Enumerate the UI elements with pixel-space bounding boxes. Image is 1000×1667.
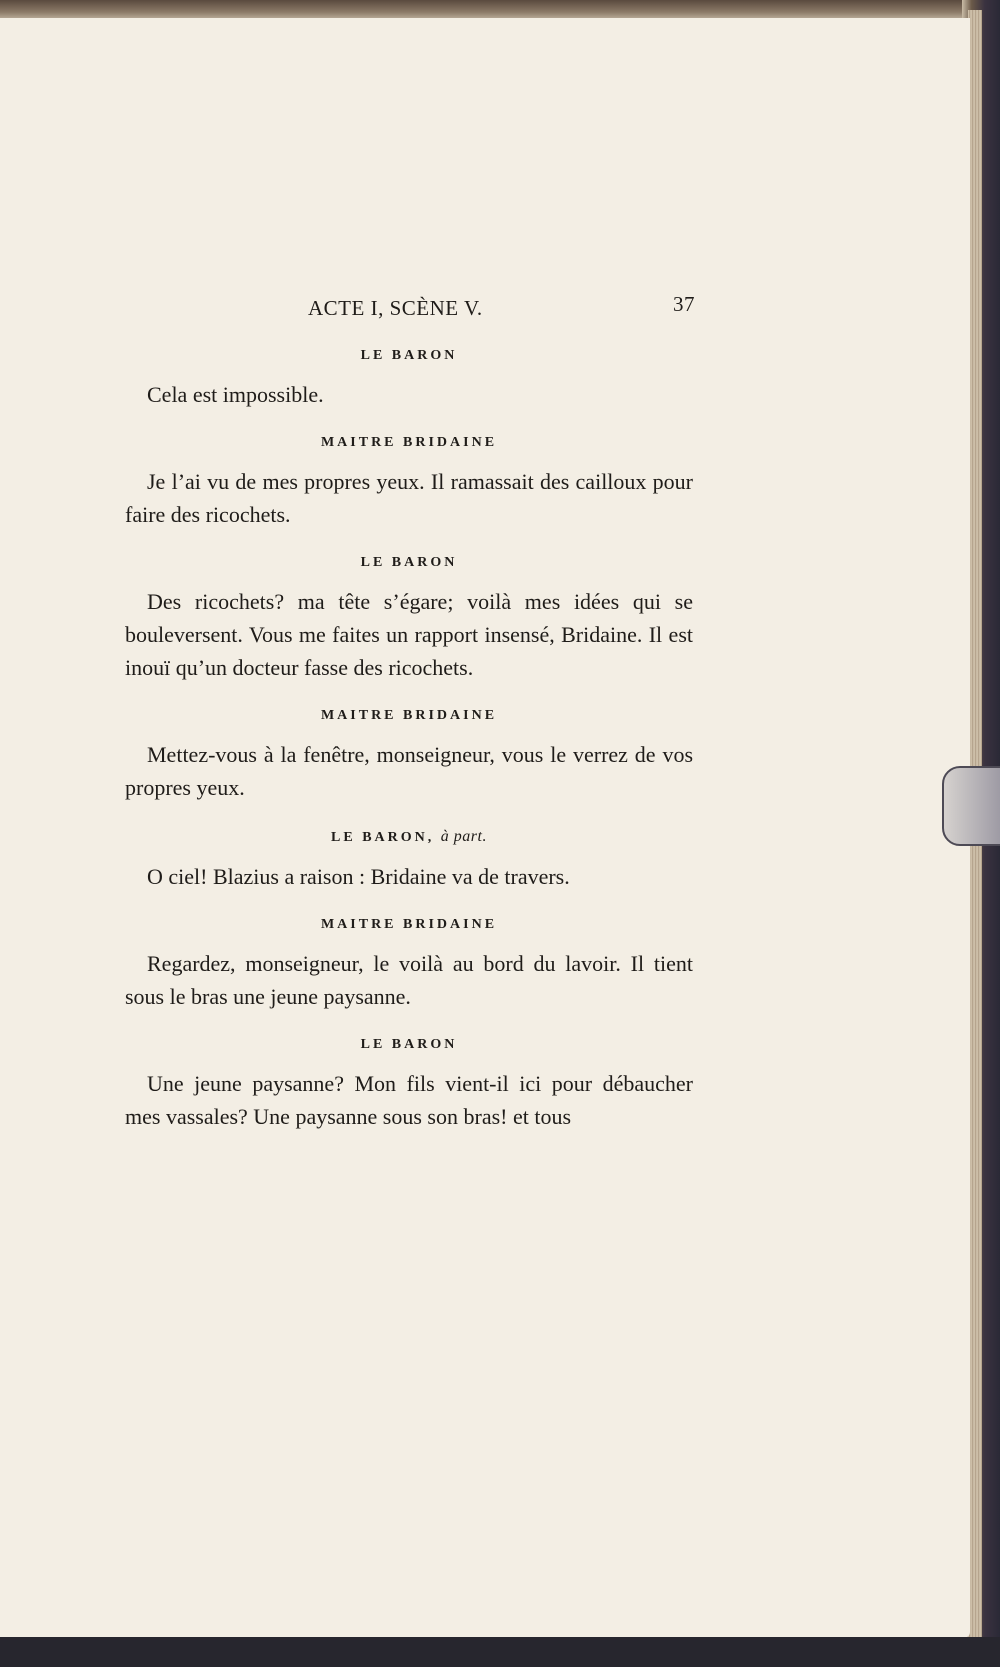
running-head	[125, 290, 693, 330]
speaker-name	[125, 555, 693, 571]
speaker-label: LE BARON	[360, 348, 458, 363]
dialogue-line: Je l’ai vu de mes propres yeux. Il ramassait des cailloux pour faire des ricochets.	[125, 469, 693, 527]
dialogue-line: Une jeune paysanne? Mon fils vient-il ici pour débaucher mes vassales? Une paysanne sous son bras! et tous	[125, 1071, 693, 1129]
speaker-label: MAITRE BRIDAINE	[320, 708, 498, 723]
speaker-name	[125, 917, 693, 933]
dialogue-line: Cela est impossible.	[147, 382, 324, 407]
dialogue-line: Regardez, monseigneur, le voilà au bord du lavoir. Il tient sous le bras une jeune paysanne.	[125, 951, 693, 1009]
speaker-label: LE BARON,	[331, 830, 435, 845]
dialogue-line: Des ricochets? ma tête s’égare; voilà mes idées qui se bouleversent. Vous me faites un rapport insensé, Bridaine. Il est inouï qu’un docteur fasse des ricochets.	[125, 589, 693, 680]
speaker-name	[125, 828, 693, 846]
scan-background	[0, 1637, 1000, 1667]
speaker-name	[125, 348, 693, 364]
speaker-name	[125, 1037, 693, 1053]
page-text	[125, 290, 693, 1133]
dialogue-line: O ciel! Blazius a raison : Bridaine va de travers.	[147, 864, 570, 889]
speaker-label: MAITRE BRIDAINE	[320, 917, 498, 932]
dialogue-line: Mettez-vous à la fenêtre, monseigneur, vous le verrez de vos propres yeux.	[125, 742, 693, 800]
speaker-label: LE BARON	[360, 1037, 458, 1052]
page-number: 37	[673, 292, 695, 316]
speaker-label: LE BARON	[360, 555, 458, 570]
speaker-label: MAITRE BRIDAINE	[320, 435, 498, 450]
running-head-title: ACTE I, SCÈNE V.	[308, 296, 483, 320]
stage-direction: à part.	[440, 828, 487, 845]
speaker-name	[125, 435, 693, 451]
speaker-name	[125, 708, 693, 724]
page-clip	[942, 766, 1000, 846]
